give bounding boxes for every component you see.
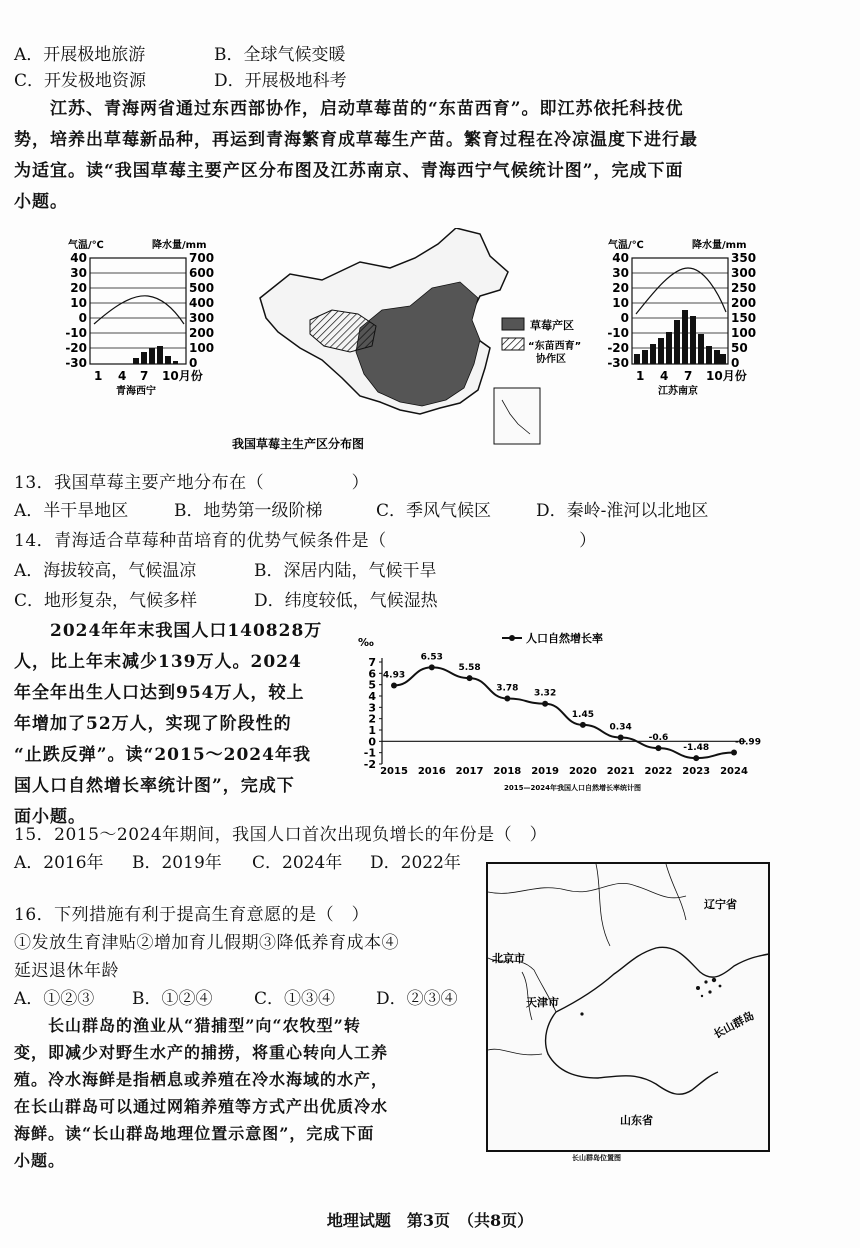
- q16-option-c[interactable]: C．①③④: [254, 989, 336, 1009]
- q15-option-d[interactable]: D．2022年: [370, 853, 461, 873]
- legend-swatch-strawberry: [502, 318, 524, 330]
- xining-temp-title: 气温/℃: [68, 240, 104, 251]
- legend-cooperation-label-1: “东苗西育”: [528, 341, 582, 352]
- x-tick-label: 2022: [644, 766, 673, 777]
- q14-option-b[interactable]: B．深居内陆，气候干旱: [254, 561, 437, 581]
- svg-text:40: 40: [70, 251, 87, 265]
- passage-line: 人，比上年末减少139万人。2024: [14, 652, 302, 672]
- q15-stem: 15．2015～2024年期间，我国人口首次出现负增长的年份是（ ）: [14, 825, 548, 845]
- passage-line: 变，即减少对野生水产的捕捞，将重心转向人工养: [14, 1043, 389, 1062]
- svg-text:300: 300: [189, 311, 215, 325]
- data-label: -1.48: [683, 743, 710, 754]
- passage-line: 年全年出生人口达到954万人，较上: [14, 683, 305, 703]
- svg-text:20: 20: [70, 281, 87, 295]
- svg-text:0: 0: [620, 311, 629, 325]
- passage-strawberry: [14, 94, 844, 218]
- passage-line: 小题。: [14, 192, 68, 212]
- q12-option-b[interactable]: B．全球气候变暖: [214, 45, 346, 65]
- svg-text:4: 4: [118, 369, 127, 383]
- q14-option-c[interactable]: C．地形复杂，气候多样: [14, 591, 198, 611]
- svg-text:30: 30: [612, 266, 629, 280]
- svg-text:7: 7: [140, 369, 149, 383]
- q16-option-b[interactable]: B．①②④: [132, 989, 213, 1009]
- q16-option-d[interactable]: D．②③④: [376, 989, 458, 1009]
- svg-text:600: 600: [189, 266, 215, 280]
- svg-text:-30: -30: [65, 356, 87, 370]
- passage-line: 长山群岛的渔业从“猎捕型”向“农牧型”转: [14, 1016, 361, 1035]
- label-liaoning: 辽宁省: [704, 898, 737, 911]
- data-point: [580, 722, 586, 728]
- svg-text:-10: -10: [65, 326, 87, 340]
- nanjing-label: 江苏南京: [658, 386, 698, 397]
- svg-text:1: 1: [636, 369, 645, 383]
- nanjing-climate-chart: [607, 238, 756, 397]
- svg-text:350: 350: [731, 251, 757, 265]
- svg-text:500: 500: [189, 281, 215, 295]
- svg-text:20: 20: [612, 281, 629, 295]
- passage-line: 为适宜。读“我国草莓主要产区分布图及江苏南京、青海西宁气候统计图”，完成下面: [14, 161, 684, 181]
- nanjing-temp-title: 气温/℃: [608, 240, 644, 251]
- plot-area: [383, 652, 761, 761]
- legend-swatch-cooperation: [502, 338, 524, 350]
- svg-text:150: 150: [731, 311, 757, 325]
- page-footer: 地理试题 第3页 （共8页）: [326, 1211, 534, 1230]
- svg-text:0: 0: [189, 356, 198, 370]
- svg-text:250: 250: [731, 281, 757, 295]
- chart-title: 2015—2024年我国人口自然增长率统计图: [504, 784, 641, 792]
- passage-line: 小题。: [14, 1151, 66, 1170]
- svg-text:40: 40: [612, 251, 629, 265]
- svg-text:10月份: 10月份: [706, 369, 747, 383]
- y-tick-label: -2: [363, 758, 376, 771]
- x-tick-label: 2016: [417, 766, 446, 777]
- y-tick-label: 0: [368, 735, 376, 749]
- legend-marker: [509, 635, 515, 641]
- svg-text:100: 100: [189, 341, 215, 355]
- strawberry-figure: [60, 228, 760, 458]
- svg-text:200: 200: [189, 326, 215, 340]
- data-point: [655, 745, 661, 751]
- label-tianjin: 天津市: [526, 996, 559, 1009]
- q15-option-b[interactable]: B．2019年: [132, 853, 222, 873]
- y-tick-label: 2: [368, 712, 376, 726]
- q15-option-c[interactable]: C．2024年: [252, 853, 343, 873]
- q13-option-d[interactable]: D．秦岭-淮河以北地区: [536, 501, 709, 521]
- q16-statements-cont: 延迟退休年龄: [14, 961, 119, 981]
- y-tick-label: 5: [368, 678, 376, 692]
- svg-text:4: 4: [660, 369, 669, 383]
- q16-statements: ①发放生育津贴②增加育儿假期③降低养育成本④: [14, 933, 399, 953]
- svg-text:50: 50: [731, 341, 748, 355]
- passage-line: 年增加了52万人，实现了阶段性的: [14, 714, 292, 734]
- svg-text:1: 1: [94, 369, 103, 383]
- data-point: [731, 750, 737, 756]
- q14-option-a[interactable]: A．海拔较高，气候温凉: [14, 561, 197, 581]
- x-tick-label: 2017: [455, 766, 484, 777]
- x-tick-label: 2018: [493, 766, 522, 777]
- x-tick-label: 2024: [720, 766, 748, 777]
- passage-line: 殖。冷水海鲜是指栖息或养殖在冷水海域的水产，: [14, 1070, 389, 1089]
- label-changshan: 长山群岛: [711, 1008, 757, 1042]
- y-axis: [364, 656, 382, 771]
- y-tick-label: 1: [368, 724, 376, 737]
- q14-stem: 14．青海适合草莓种苗培育的优势气候条件是（ ）: [14, 531, 597, 551]
- q13-option-b[interactable]: B．地势第一级阶梯: [174, 501, 323, 521]
- q16-stem: 16．下列措施有利于提高生育意愿的是（ ）: [14, 905, 370, 925]
- x-tick-label: 2020: [568, 766, 597, 777]
- data-point: [429, 664, 435, 670]
- data-label: 3.78: [496, 683, 519, 694]
- passage-line: 海鲜。读“长山群岛地理位置示意图”，完成下面: [14, 1124, 375, 1143]
- population-growth-chart: [354, 626, 764, 796]
- svg-text:10月份: 10月份: [162, 369, 203, 383]
- svg-text:-20: -20: [65, 341, 87, 355]
- xining-label: 青海西宁: [116, 386, 156, 397]
- y-tick-label: 7: [368, 656, 376, 669]
- data-label: 5.58: [458, 663, 481, 674]
- china-map: [232, 228, 581, 451]
- data-label: -0.99: [735, 737, 761, 748]
- data-point: [504, 695, 510, 701]
- q13-option-c[interactable]: C．季风气候区: [376, 501, 492, 521]
- passage-line: “止跌反弹”。读“2015～2024年我: [14, 745, 311, 765]
- svg-text:0: 0: [731, 356, 740, 370]
- x-tick-label: 2021: [606, 766, 635, 777]
- svg-text:0: 0: [78, 311, 87, 325]
- data-label: -0.6: [648, 733, 669, 744]
- chart-y-unit: ‰: [358, 636, 374, 649]
- svg-text:300: 300: [731, 266, 757, 280]
- nanjing-precip-title: 降水量/mm: [692, 240, 747, 251]
- svg-text:-10: -10: [607, 326, 629, 340]
- data-point: [693, 755, 699, 761]
- x-tick-label: 2019: [531, 766, 560, 777]
- map-caption: 长山群岛位置图: [572, 1154, 621, 1162]
- legend-label: 人口自然增长率: [526, 632, 603, 645]
- y-tick-label: -1: [363, 746, 376, 760]
- passage-line: 在长山群岛可以通过网箱养殖等方式产出优质冷水: [14, 1097, 389, 1116]
- xining-climate-chart: [65, 238, 214, 397]
- data-point: [542, 701, 548, 707]
- q13-stem: 13．我国草莓主要产地分布在（ ）: [14, 473, 370, 493]
- svg-text:400: 400: [189, 296, 215, 310]
- y-tick-label: 3: [368, 701, 376, 715]
- legend-cooperation-label-2: 协作区: [536, 354, 566, 365]
- svg-text:200: 200: [731, 296, 757, 310]
- svg-text:30: 30: [70, 266, 87, 280]
- changshan-location-map: [486, 862, 770, 1164]
- q12-option-d[interactable]: D．开展极地科考: [214, 71, 347, 91]
- svg-text:7: 7: [684, 369, 693, 383]
- q14-option-d[interactable]: D．纬度较低，气候湿热: [254, 591, 438, 611]
- q13-option-a[interactable]: A．半干旱地区: [14, 501, 129, 521]
- q16-option-a[interactable]: A．①②③: [14, 989, 95, 1009]
- data-point: [618, 734, 624, 740]
- y-tick-label: 6: [368, 667, 376, 681]
- q12-option-a[interactable]: A．开展极地旅游: [14, 45, 146, 65]
- y-tick-label: 4: [368, 690, 376, 703]
- passage-changshan: [14, 1012, 484, 1174]
- data-label: 3.32: [534, 688, 557, 699]
- data-label: 0.34: [609, 722, 632, 733]
- passage-line: 面小题。: [14, 807, 86, 827]
- data-label: 1.45: [571, 709, 594, 720]
- legend-strawberry-label: 草莓产区: [530, 319, 574, 332]
- label-beijing: 北京市: [492, 952, 525, 965]
- map-caption: 我国草莓主生产区分布图: [232, 437, 365, 451]
- svg-text:10: 10: [612, 296, 629, 310]
- svg-text:-30: -30: [607, 356, 629, 370]
- data-label: 6.53: [420, 652, 443, 663]
- svg-text:100: 100: [731, 326, 757, 340]
- passage-line: 江苏、青海两省通过东西部协作，启动草莓苗的“东苗西育”。即江苏依托科技优: [50, 99, 684, 119]
- data-point: [391, 682, 397, 688]
- passage-line: 势，培养出草莓新品种，再运到青海繁育成草莓生产苗。繁育过程在冷凉温度下进行最: [14, 130, 698, 150]
- svg-text:700: 700: [189, 251, 215, 265]
- data-point: [467, 675, 473, 681]
- label-shandong: 山东省: [620, 1114, 653, 1127]
- x-tick-label: 2023: [682, 766, 711, 777]
- passage-line: 2024年年末我国人口140828万: [14, 621, 323, 641]
- data-label: 4.93: [382, 670, 406, 681]
- xining-precip-title: 降水量/mm: [152, 240, 207, 251]
- passage-population: [14, 616, 364, 833]
- svg-text:10: 10: [70, 296, 87, 310]
- q12-option-c[interactable]: C．开发极地资源: [14, 71, 147, 91]
- q15-option-a[interactable]: A．2016年: [14, 853, 104, 873]
- svg-text:-20: -20: [607, 341, 629, 355]
- x-tick-label: 2015: [380, 766, 408, 777]
- passage-line: 国人口自然增长率统计图”，完成下: [14, 776, 295, 796]
